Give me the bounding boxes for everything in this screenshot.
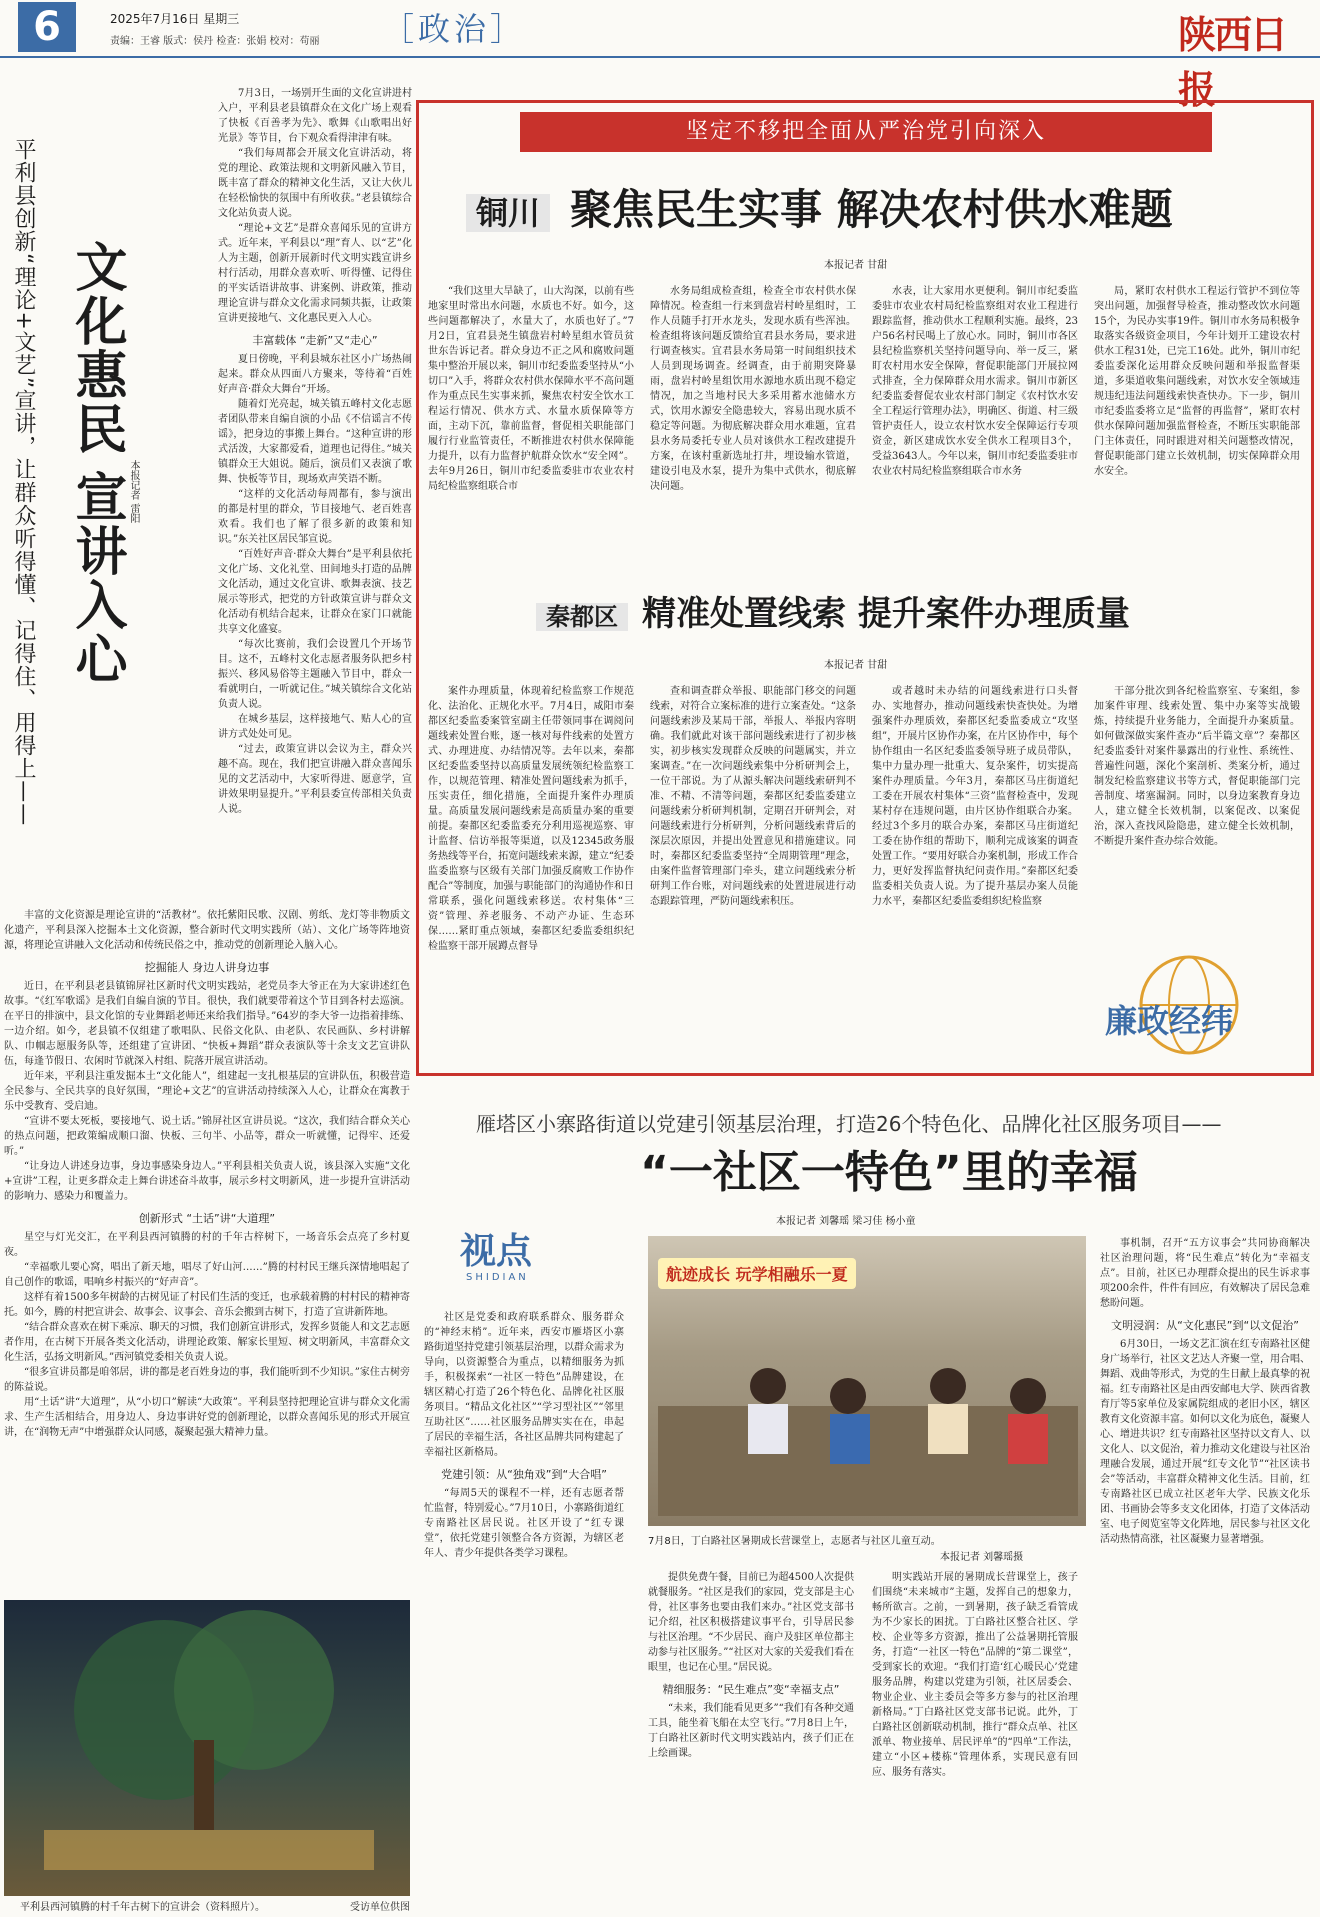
subheading: 党建引领：从“独角戏”到“大合唱” bbox=[441, 1468, 607, 1481]
article-column bbox=[650, 684, 856, 909]
paragraph: “幸福歌儿要心窝，唱出了新天地，唱尽了好山河……”腾的村村民王继兵深情地唱起了自己创作的歌谣，唱响乡村振兴的“好声音”。 bbox=[4, 1262, 410, 1288]
paragraph: “结合群众喜欢在树下乘凉、聊天的习惯，我们创新宣讲形式，发挥乡贤能人和文艺志愿者作用，在古树下开展各类文化活动，讲理论政策、解家长里短、树文明新风，丰富群众文化生活，弘扬文明新风。”西河镇党委相关负责人说。 bbox=[4, 1322, 410, 1363]
article-column bbox=[872, 284, 1078, 479]
paragraph: 星空与灯光交汇，在平利县西河镇腾的村的千年古梓树下，一场音乐会点亮了乡村夏夜。 bbox=[4, 1232, 410, 1258]
photo-banner-sign: 航迹成长 玩学相融乐一夏 bbox=[658, 1258, 856, 1289]
ancient-tree-photo bbox=[4, 1600, 410, 1896]
paragraph: 7月3日，一场别开生面的文化宣讲进村入户，平利县老县镇群众在文化广场上观看了快板《百善孝为先》、歌舞《山歌唱出好光景》等节目，台下观众看得津津有味。 bbox=[218, 88, 412, 144]
paragraph: “过去，政策宣讲以会议为主，群众兴趣不高。现在，我们把宣讲融入群众喜闻乐见的文艺活动中，大家听得进、愿意学，宣讲效果明显提升。”平利县委宣传部相关负责人说。 bbox=[218, 744, 412, 815]
paragraph: 这样有着1500多年树龄的古树见证了村民们生活的变迁，也承载着腾的村村民的精神寄托。如今，腾的村把宣讲会、故事会、议事会、音乐会搬到古树下，打造了宣讲新阵地。 bbox=[4, 1292, 410, 1318]
paragraph: “这样的文化活动每周都有，参与演出的都是村里的群众，节目接地气、老百姓喜欢看。我们也了解了很多新的政策和知识。”东关社区居民邹宣说。 bbox=[218, 489, 412, 545]
paragraph: “让身边人讲述身边事，身边事感染身边人。”平利县相关负责人说，该县深入实施“文化+宣讲”工程，让更多群众走上舞台讲述奋斗故事，展示乡村文明新风，进一步提升宣讲活动的影响力、感染力和覆盖力。 bbox=[4, 1161, 410, 1202]
paragraph: 水务局组成检查组，检查全市农村供水保障情况。检查组一行来到盘岩村岭星组时，工作人员随手打开水龙头，发现水质有些浑浊。检查组将该问题反馈给宜君县水务局，要求进行调查核实。宜君县水务局第一时间组织技术人员到现场调查。经调查，由于前期突降暴雨，盘岩村岭星组饮用水源地水质出现不稳定情况，加之当地村民大多采用蓄水池储水方式，饮用水源安全隐患较大，容易出现水质不稳定等问题。为彻底解决群众用水难题，宜君县水务局委托专业人员对该供水工程改建提升方案，在该村重新选址打井，埋设输水管道，建设引电及水泵，提升为集中式供水，彻底解决问题。 bbox=[650, 286, 856, 492]
article-column bbox=[1094, 284, 1300, 479]
paragraph: “理论+文艺”是群众喜闻乐见的宣讲方式。近年来，平利县以“理”育人、以“艺”化人为主题，创新开展新时代文明实践宣讲乡村行活动，用群众喜欢听、听得懂、记得住的平实话语讲故事、讲案例、讲政策，推动理论宣讲与群众文化需求同频共振，让政策宣讲更接地气、文化惠民更入人心。 bbox=[218, 223, 412, 324]
region-tag: 秦都区 bbox=[536, 603, 628, 631]
editor-credits: 责编：王睿 版式：侯丹 检查：张娟 校对：苟丽 bbox=[110, 36, 320, 47]
left-article-title-b: 宣讲入心 bbox=[66, 470, 126, 686]
paragraph: 局，紧盯农村供水工程运行管护不到位等突出问题，加强督导检查，推动整改饮水问题15个，为民办实事19件。铜川市水务局积极争取落实各级资金项目，今年计划开工建设农村供水工程31处，已完工16处。此外，铜川市纪委监委深化运用群众反映问题和举报监督渠道，多渠道收集问题线索，对饮水安全领域违规违纪违法问题线索快查快办。下一步，铜川市纪委监委将立足“监督的再监督”，紧盯农村供水保障问题加强监督检查，不断压实职能部门主体责任，同时跟进对相关问题整改情况，督促职能部门建立长效机制，切实保障群众用水安全。 bbox=[1094, 286, 1300, 477]
photo-credit: 本报记者 刘馨瑶摄 bbox=[940, 1552, 1024, 1563]
paragraph: 或者越时未办结的问题线索进行口头督办、实地督办，推动问题线索快查快处。为增强案件办理质效，秦都区纪委监委成立“攻坚组”，开展片区协作办案，在片区协作中，每个协作组由一名区纪委监委领导班子成员带队，集中力量办理一批重大、复杂案件，切实提高案件办理质量。今年3月，秦都区马庄街道纪工委在开展农村集体“三资”监督检查中，发现某村存在违规问题，由片区协作组联合办案。经过3个多月的联合办案，秦都区马庄街道纪工委在协作组的帮助下，顺利完成该案的调查处置工作。“要用好联合办案机制，形成工作合力，更好发挥监督执纪问责作用。”秦都区纪委监委相关负责人说。为了提升基层办案人员能力水平，秦都区纪委监委组织纪检监察 bbox=[872, 686, 1078, 907]
headline-text: 精准处置线索 提升案件办理质量 bbox=[642, 594, 1130, 634]
feature-banner: 坚定不移把全面从严治党引向深入 bbox=[520, 112, 1212, 152]
left-photo-caption: 平利县西河镇腾的村千年古树下的宣讲会（资料照片）。 bbox=[20, 1902, 265, 1913]
left-article-column-wide bbox=[4, 908, 410, 1440]
paragraph: 社区是党委和政府联系群众、服务群众的“神经末梢”。近年来，西安市雁塔区小寨路街道坚持党建引领基层治理，以群众需求为导向，以资源整合为重点，以精细服务为抓手，积极探索“一社区一特色”品牌建设，在辖区精心打造了26个特色化、品牌化社区服务项目。“精品文化社区”“学习型社区”“邻里互助社区”……社区服务品牌实实在在，串起了居民的幸福生活，各社区品牌共同构建起了幸福社区新格局。 bbox=[424, 1312, 624, 1458]
subheading: 精细服务：“民生难点”变“幸福支点” bbox=[662, 1683, 840, 1696]
paragraph: “百姓好声音·群众大舞台”是平利县依托文化广场、文化礼堂、田间地头打造的品牌文化活动，通过文化宣讲、歌舞表演、技艺展示等形式，把党的方针政策宣讲与群众文化活动有机结合起来，让群众在家门口就能共享文化盛宴。 bbox=[218, 549, 412, 635]
paragraph: “宣讲不要太死板，要接地气、说土话。”锦屏社区宣讲员说。“这次，我们结合群众关心的热点问题，把政策编成顺口溜、快板、三句半、小品等，群众一听就懂，记得牢、还爱听。” bbox=[4, 1116, 410, 1157]
badge-subtitle: SHIDIAN bbox=[466, 1272, 529, 1283]
left-article-deck: 平利县创新“理论+文艺”宣讲，让群众听得懂、记得住、用得上—— bbox=[11, 138, 36, 827]
region-tag: 铜川 bbox=[466, 194, 550, 232]
headline-qindu bbox=[536, 590, 1130, 641]
paragraph: 近日，在平利县老县镇锦屏社区新时代文明实践站，老党员李大爷正在为大家讲述红色故事。“《红军歌谣》是我们自编自演的节目。很快，我们就要带着这个节目到各村去巡演。在平日的排演中，县文化馆的专业舞蹈老师还来给我们指导。”64岁的李大爷一边指着排练、一边介绍。如今，老县镇不仅组建了歌唱队、民俗文化队、由老队、农民画队、乡村讲解队、巾帼志愿服务队等，还组建了宣讲团、“快板+舞蹈”群众表演队等十余支文艺宣讲队伍，每逢节假日、农闲时节就深入村组、院落开展宣讲活动。 bbox=[4, 981, 410, 1067]
article-column bbox=[424, 1310, 624, 1561]
paragraph: 6月30日，一场文艺汇演在红专南路社区健身广场举行，社区文艺达人齐聚一堂，用合唱、舞蹈、戏曲等形式，为党的生日献上最真挚的祝福。红专南路社区是由西安邮电大学、陕西省教育厅等5家单位及家属院组成的老旧小区，辖区教育文化资源丰富。如何以文化为底色，凝聚人心、增进共识？红专南路社区坚持以文育人、以文化人、以文促治，着力推动文化建设与社区治理融合发展，通过开展“红专文化节”“社区读书会”等活动，丰富群众精神文化生活。目前，红专南路社区已成立社区老年大学、民族文化乐团、书画协会等多支文化团体，打造了文体活动室、电子阅览室等文化阵地，居民参与社区文化活动热情高涨，社区凝聚力显著增强。 bbox=[1100, 1339, 1310, 1545]
page-number: 6 bbox=[18, 2, 76, 52]
bottom-kicker: 雁塔区小寨路街道以党建引领基层治理，打造26个特色化、品牌化社区服务项目—— bbox=[476, 1112, 1222, 1136]
section-name: ［政治］ bbox=[382, 10, 527, 48]
paragraph: “每次比赛前，我们会设置几个开场节目。这不，五峰村文化志愿者服务队把乡村振兴、移风易俗等主题融入节目中，群众一看就明白，一听就记住。”城关镇综合文化站负责人说。 bbox=[218, 639, 412, 710]
subheading: 文明浸润：从“文化惠民”到“以文促治” bbox=[1111, 1319, 1299, 1332]
article-column bbox=[428, 684, 634, 954]
left-photo-credit: 受访单位供图 bbox=[350, 1902, 410, 1913]
subheading: 创新形式 “土话”讲“大道理” bbox=[138, 1212, 276, 1225]
photo-illustration bbox=[4, 1600, 410, 1896]
page-header bbox=[0, 0, 1320, 58]
globe-emblem-icon bbox=[1095, 950, 1283, 1060]
seal-text: 廉政经纬 bbox=[1105, 1002, 1234, 1040]
byline: 本报记者 甘甜 bbox=[824, 260, 888, 271]
photo-caption: 7月8日，丁白路社区暑期成长营课堂上，志愿者与社区儿童互动。 bbox=[648, 1536, 941, 1547]
paragraph: “很多宣讲员都是咱邻居，讲的都是老百姓身边的事，我们能听到不少知识。”家住古树旁的陈益说。 bbox=[4, 1367, 410, 1393]
paragraph: 丰富的文化资源是理论宣讲的“活教材”。依托紫阳民歌、汉剧、剪纸、龙灯等非物质文化遗产，平利县深入挖掘本土文化资源，整合新时代文明实践所（站）、文化广场等阵地资源，将理论宣讲融入文化活动和传统民俗之中，推动党的创新理论入脑入心。 bbox=[4, 910, 410, 951]
headline-tongchuan bbox=[466, 182, 1173, 241]
paragraph: 随着灯光亮起，城关镇五峰村文化志愿者团队带来自编自演的小品《不信谣言不传谣》，把身边的事搬上舞台。“这种宣讲的形式活泼，大家都爱看，道理也记得住。”城关镇群众王大姐说。随后，演员们又表演了歌舞、快板等节目，现场欢声笑语不断。 bbox=[218, 399, 412, 485]
summer-camp-photo bbox=[648, 1236, 1086, 1526]
article-column bbox=[648, 1570, 854, 1761]
paragraph: 查和调查群众举报、职能部门移交的问题线索，对符合立案标准的进行立案查处。“这条问题线索涉及某局干部，举报人、举报内容明确。我们就此对该干部问题线索进行了初步核实，初步核实发现群众反映的问题属实，并立案调查。”在一次问题线索集中分析研判会上，一位干部说。为了从源头解决问题线索研判不准、不精、不清等问题，秦都区纪委监委建立问题线索分析研判机制，定期召开研判会，对问题线索进行分析研判，分析问题线索背后的深层次原因，并提出处置意见和措施建议。同时，秦都区纪委监委坚持“全周期管理”理念，由案件监督管理部门牵头，建立问题线索分析研判工作台账，对问题线索的处置进展进行动态跟踪管理，严防问题线索积压。 bbox=[650, 686, 856, 907]
left-article-column-1 bbox=[218, 86, 412, 817]
subheading: 丰富载体 “走新”又“走心” bbox=[252, 334, 378, 347]
paragraph: 近年来，平利县注重发掘本土“文化能人”，组建起一支扎根基层的宣讲队伍，积极营造全民参与、全民共享的良好氛围，“理论+文艺”的宣讲活动持续深入人心，让群众在寓教于乐中受教育、受启迪。 bbox=[4, 1071, 410, 1112]
paragraph: 明实践站开展的暑期成长营课堂上，孩子们围绕“未来城市”主题，发挥自己的想象力，畅所欲言。之前，一到暑期，孩子缺乏看管成为不少家长的困扰。丁白路社区整合社区、学校、企业等多方资源，推出了公益暑期托管服务，打造“一社区一特色”品牌的“第二课堂”，受到家长的欢迎。“我们打造‘红心暖民心’党建服务品牌，构建以党建为引领，社区居委会、物业企业、业主委员会等多方参与的社区治理新格局。”丁白路社区党支部书记说。此外，丁白路社区创新联动机制，推行“群众点单、社区派单、物业接单、居民评单”的“四单”工作法，建立“小区+楼栋”管理体系，实现民意有回应、服务有落实。 bbox=[872, 1572, 1078, 1778]
newspaper-logo: 陕西日报 bbox=[1178, 12, 1287, 112]
paragraph: 夏日傍晚，平利县城东社区小广场热闹起来。群众从四面八方聚来，等待着“百姓好声音·群众大舞台”开场。 bbox=[218, 354, 412, 395]
left-article-title-a: 文化惠民 bbox=[66, 240, 126, 456]
bottom-headline: “一社区一特色”里的幸福 bbox=[640, 1147, 1138, 1198]
paragraph: “我们每周都会开展文化宣讲活动，将党的理论、政策法规和文明新风融入节目，既丰富了群众的精神文化生活，又让大伙儿在轻松愉快的氛围中有所收获。”老县镇综合文化站负责人说。 bbox=[218, 148, 412, 219]
article-column bbox=[1100, 1236, 1310, 1547]
headline-text: 聚焦民生实事 解决农村供水难题 bbox=[570, 185, 1173, 234]
paragraph: 在城乡基层，这样接地气、贴人心的宣讲方式处处可见。 bbox=[218, 714, 412, 740]
badge-title: 视点 bbox=[460, 1231, 533, 1272]
article-column bbox=[428, 284, 634, 494]
article-column bbox=[872, 684, 1078, 909]
issue-date: 2025年7月16日 星期三 bbox=[110, 12, 240, 26]
byline: 本报记者 甘甜 bbox=[824, 660, 888, 671]
article-column bbox=[1094, 684, 1300, 944]
subheading: 挖掘能人 身边人讲身边事 bbox=[144, 961, 270, 974]
paragraph: 水表，让大家用水更便利。铜川市纪委监委驻市农业农村局纪检监察组对农业工程进行跟踪监督，推动供水工程顺利实施。最终，23户56名村民喝上了放心水。同时，铜川市各区县纪检监察机关坚持问题导向、举一反三，紧盯农村用水安全保障，督促职能部门开展拉网式排查，全力保障群众用水需求。铜川市新区纪委监委督促农业农村部门制定《农村饮水安全工程运行管理办法》，明确区、街道、村三级管护责任人，设立农村饮水安全保障运行专项资金，新区建成饮水安全供水工程项目3个，受益3643人。今年以来，铜川市纪委监委驻市农业农村局纪检监察组联合市水务 bbox=[872, 286, 1078, 477]
paragraph: “每周5天的课程不一样，还有志愿者帮忙监督，特别爱心。”7月10日，小寨路街道红专南路社区居民说。社区开设了“红专课堂”，依托党建引领整合各方资源，为辖区老年人、青少年提供各类学习课程。 bbox=[424, 1488, 624, 1559]
paragraph: 事机制，召开“五方议事会”共同协商解决社区治理问题，将“民生难点”转化为“幸福支点”。目前，社区已办理群众提出的民生诉求事项200余件，件件有回应，有效解决了居民急难愁盼问题。 bbox=[1100, 1238, 1310, 1309]
byline: 本报记者 刘馨瑶 梁习佳 杨小童 bbox=[776, 1216, 916, 1227]
article-column bbox=[872, 1570, 1078, 1780]
paragraph: 干部分批次到各纪检监察室、专案组，参加案件审理、线索处置、集中办案等实战锻炼，持续提升业务能力，全面提升办案质量。如何做深做实案件查办“后半篇文章”？秦都区纪委监委针对案件暴露出的行业性、系统性、普遍性问题，深化个案剖析、类案分析，通过制发纪检监察建议书等方式，督促职能部门完善制度、堵塞漏洞。同时，以身边案教育身边人，建立健全长效机制，以案促改、以案促治，深入查找风险隐患，建立健全长效机制，不断提升案件查办综合效能。 bbox=[1094, 686, 1300, 847]
paragraph: 用“土话”讲“大道理”，从“小切口”解读“大政策”。平利县坚持把理论宣讲与群众文化需求、生产生活相结合，用身边人、身边事讲好党的创新理论，以群众喜闻乐见的形式开展宣讲，在“润物无声”中增强群众认同感，凝聚起强大精神力量。 bbox=[4, 1397, 410, 1438]
paragraph: 案件办理质量，体现着纪检监察工作规范化、法治化、正规化水平。7月4日，咸阳市秦都区纪委监委案管室副主任带领同事在调阅问题线索处置台账，逐一核对每件线索的处置方式、办理进度、办结情况等。去年以来，秦都区纪委监委坚持以高质量发展统领纪检监察工作，以规范管理、精准处置问题线索为抓手，压实责任，细化措施，全面提升案件办理质量。高质量发展问题线索是高质量办案的重要前提。秦都区纪委监委充分利用巡视巡察、审计监督、信访举报等渠道，以及12345政务服务热线等平台，拓宽问题线索来源，建立“纪委监委监察与区级有关部门加强反腐败工作协作配合”等制度，加强与职能部门的沟通协作和日常联系，强化问题线索移送。农村集体“三资”管理、养老服务、不动产办证、生态环保……紧盯重点领域，秦都区纪委监委组织纪检监察干部开展蹲点督导 bbox=[428, 686, 634, 952]
paragraph: “我们这里大旱缺了，山大沟深，以前有些地家里时常出水问题，水质也不好。如今，这些问题都解决了，水量大了，水质也好了。”7月2日，宜君县尧生镇盘岩村岭星组水管员贫世东告诉记者。群众身边不正之风和腐败问题集中整治开展以来，铜川市纪委监委坚持从“小切口”入手，将群众农村供水保障水平不高问题作为重点民生实事来抓，聚焦农村安全饮水工程运行情况、供水方式、水量水质保障等方面，主动下沉，靠前监督，督促相关职能部门履行行业监管责任，不断推进农村供水保障能力提升，以有力监督护航群众饮水“安全网”。去年9月26日，铜川市纪委监委驻市农业农村局纪检监察组联合市 bbox=[428, 286, 634, 492]
paragraph: “未来，我们能看见更多”“我们有各种交通工具，能坐着飞船在太空飞行。”7月8日上午，丁白路社区新时代文明实践站内，孩子们正在上绘画课。 bbox=[648, 1703, 854, 1759]
column-seal bbox=[1095, 950, 1283, 1060]
left-article-byline: 本报记者 雷阳 bbox=[128, 460, 139, 524]
article-column bbox=[650, 284, 856, 494]
paragraph: 提供免费午餐，目前已为超4500人次提供就餐服务。“社区是我们的家园，党支部是主心骨，社区事务也要由我们来办。”社区党支部书记介绍，社区积极搭建议事平台，引导居民参与社区治理。“不少居民、商户及驻区单位都主动参与社区服务。”“社区对大家的关爱我们看在眼里，也记在心里。”居民说。 bbox=[648, 1572, 854, 1673]
photo-illustration bbox=[648, 1236, 1086, 1526]
shidian-badge bbox=[460, 1232, 586, 1292]
